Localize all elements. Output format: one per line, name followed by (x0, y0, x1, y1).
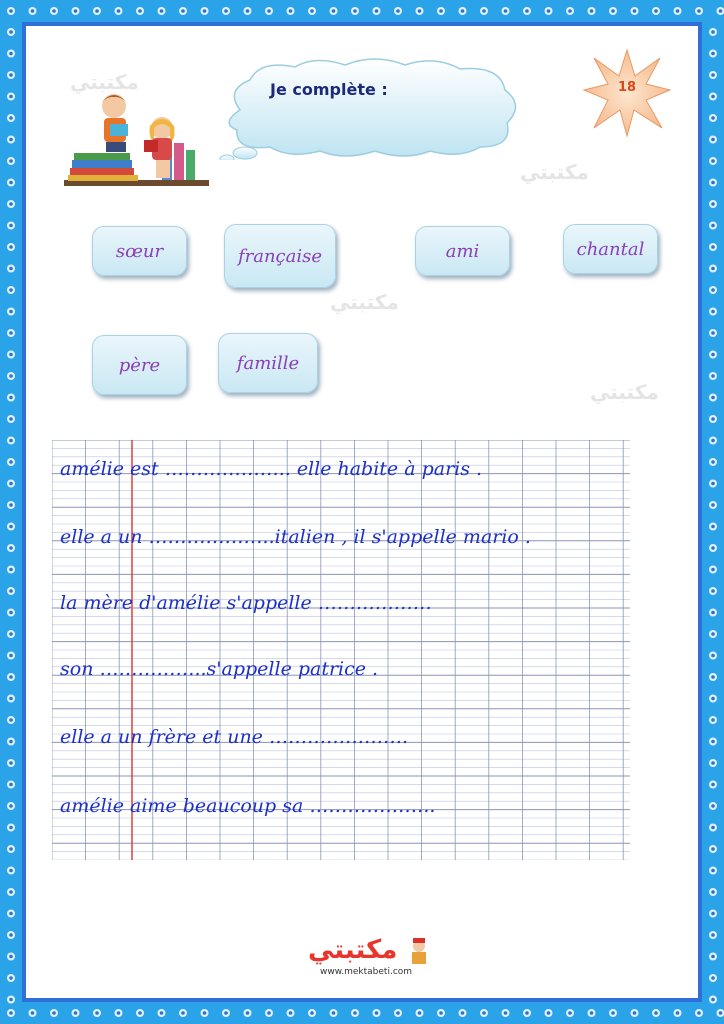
exercise-sentence: amélie aime beaucoup sa ……………….. (60, 795, 436, 817)
watermark: ﻣﻜﺘﺒﺘﻲ (330, 290, 399, 314)
exercise-sentence: amélie est ……………….. elle habite à paris . (60, 458, 483, 480)
word-label: française (237, 245, 323, 267)
word-card (224, 224, 336, 288)
page-number: 18 (617, 80, 637, 95)
page-title: Je complète : (270, 80, 388, 99)
exercise-sentence: elle a un ………………..italien , il s'appelle mario . (60, 526, 531, 548)
exercise-sentence: elle a un frère et une …………………. (60, 726, 409, 748)
logo-text: مكتبتي (308, 935, 398, 965)
watermark: ﻣﻜﺘﺒﺘﻲ (70, 70, 139, 94)
watermark: ﻣﻜﺘﺒﺘﻲ (590, 380, 659, 404)
word-card (92, 335, 187, 395)
thought-cloud (215, 55, 530, 160)
footer-logo (300, 935, 450, 985)
mascot-icon (408, 937, 430, 965)
word-label: sœur (115, 240, 164, 262)
word-label: père (118, 354, 161, 376)
exercise-sentence: la mère d'amélie s'appelle ……………… (60, 592, 432, 614)
word-card (218, 333, 318, 393)
exercise-sentence: son ……………..s'appelle patrice . (60, 658, 379, 680)
site-url: www.mektabeti.com (320, 967, 413, 977)
kids-reading-illustration (62, 88, 212, 193)
word-label: ami (445, 240, 480, 262)
watermark: ﻣﻜﺘﺒﺘﻲ (520, 160, 589, 184)
word-card (415, 226, 510, 276)
word-label: famille (236, 352, 300, 374)
word-label: chantal (576, 238, 645, 260)
word-card (563, 224, 658, 274)
word-card (92, 226, 187, 276)
